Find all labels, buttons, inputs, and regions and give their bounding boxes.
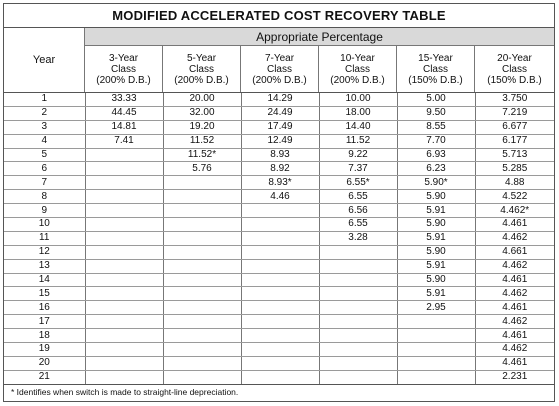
year-cell: 7 [4,176,85,190]
rate-cell: 12.49 [241,134,319,148]
rate-cell [85,148,163,162]
column-header-line: 5-Year [186,52,217,64]
rate-cell [85,162,163,176]
rate-cell [85,231,163,245]
column-header-line: 10-Year [340,52,375,64]
rate-cell [319,370,397,384]
year-cell: 11 [4,231,85,245]
rate-cell: 4.462* [475,204,554,218]
rate-cell [163,356,241,370]
year-cell: 12 [4,245,85,259]
table-row [4,273,554,287]
rate-cell [241,370,319,384]
depreciation-rates-table [4,93,554,385]
rate-cell [163,343,241,357]
rate-cell [163,273,241,287]
rate-cell [319,343,397,357]
year-column-header: Year [4,28,85,92]
year-cell: 3 [4,120,85,134]
table-row [4,315,554,329]
column-header-line: Class [188,63,214,75]
column-header-line: 3-Year [108,52,139,64]
rate-cell: 8.55 [397,120,475,134]
rate-cell: 5.91 [397,287,475,301]
rate-cell [85,343,163,357]
rate-cell [319,301,397,315]
footnote: * Identifies when switch is made to straight-line depreciation. [11,387,239,397]
rate-cell: 4.462 [475,315,554,329]
column-header-line: (150% D.B.) [408,74,463,86]
table-row [4,343,554,357]
rate-cell: 4.88 [475,176,554,190]
year-cell: 2 [4,106,85,120]
rate-cell [85,176,163,190]
rate-cell: 32.00 [163,106,241,120]
year-cell: 4 [4,134,85,148]
rate-cell [163,315,241,329]
column-header-line: Class [501,63,527,75]
macrs-table-frame [3,3,555,402]
year-cell: 1 [4,93,85,106]
year-cell: 10 [4,218,85,232]
rate-cell: 5.76 [163,162,241,176]
table-row [4,245,554,259]
rate-cell [241,231,319,245]
rate-cell [163,204,241,218]
rate-cell [241,329,319,343]
rate-cell: 4.461 [475,356,554,370]
rate-cell: 5.91 [397,204,475,218]
column-header-line: 7-Year [264,52,295,64]
rate-cell [397,356,475,370]
column-header-line: (150% D.B.) [487,74,542,86]
year-cell: 5 [4,148,85,162]
rate-cell: 3.750 [475,93,554,106]
rate-cell [241,218,319,232]
rate-cell: 8.93 [241,148,319,162]
rate-cell [163,190,241,204]
column-header-10-year [319,46,397,92]
class-column-headers [85,46,554,92]
rate-cell: 5.90* [397,176,475,190]
rate-cell: 4.461 [475,329,554,343]
table-row [4,356,554,370]
table-title: MODIFIED ACCELERATED COST RECOVERY TABLE [112,8,446,23]
rate-cell: 7.219 [475,106,554,120]
rate-cell [319,356,397,370]
rate-cell: 6.55* [319,176,397,190]
table-row [4,301,554,315]
rate-cell [397,329,475,343]
rate-cell [319,315,397,329]
rate-cell: 6.56 [319,204,397,218]
rate-cell: 14.81 [85,120,163,134]
year-cell: 9 [4,204,85,218]
rate-cell [85,287,163,301]
year-cell: 8 [4,190,85,204]
table-row [4,148,554,162]
rate-cell [85,273,163,287]
appropriate-percentage-band: Appropriate Percentage [85,28,554,46]
table-row [4,176,554,190]
column-header-line: (200% D.B.) [96,74,151,86]
table-body [4,93,554,384]
rate-cell: 6.677 [475,120,554,134]
rate-cell [163,370,241,384]
rate-cell: 5.00 [397,93,475,106]
rate-cell: 11.52 [163,134,241,148]
rate-cell: 24.49 [241,106,319,120]
rate-cell [319,259,397,273]
column-header-line: 15-Year [418,52,453,64]
rate-cell [319,245,397,259]
rate-cell: 5.91 [397,259,475,273]
rate-cell [241,356,319,370]
rate-cell: 11.52 [319,134,397,148]
table-row [4,93,554,106]
rate-cell [85,301,163,315]
rate-cell: 17.49 [241,120,319,134]
table-row [4,329,554,343]
year-cell: 17 [4,315,85,329]
column-header-line: 20-Year [497,52,532,64]
column-header-20-year [475,46,554,92]
rate-cell [85,315,163,329]
column-header-line: Class [344,63,370,75]
rate-cell: 4.461 [475,273,554,287]
column-header-line: Class [422,63,448,75]
rate-cell [241,273,319,287]
rate-cell: 11.52* [163,148,241,162]
rate-cell [163,218,241,232]
rate-cell: 4.461 [475,218,554,232]
column-header-line: (200% D.B.) [174,74,229,86]
rate-cell [163,287,241,301]
rate-cell [85,190,163,204]
column-header-line: Class [266,63,292,75]
year-cell: 20 [4,356,85,370]
table-row [4,162,554,176]
rate-cell: 20.00 [163,93,241,106]
rate-cell [241,301,319,315]
table-row [4,370,554,384]
table-row [4,287,554,301]
rate-cell [241,315,319,329]
rate-cell [319,287,397,301]
year-cell: 14 [4,273,85,287]
rate-cell: 44.45 [85,106,163,120]
rate-cell: 9.22 [319,148,397,162]
rate-cell: 33.33 [85,93,163,106]
rate-cell [163,259,241,273]
rate-cell [85,218,163,232]
table-row [4,120,554,134]
rate-cell: 6.93 [397,148,475,162]
rate-cell: 18.00 [319,106,397,120]
rate-cell: 4.462 [475,231,554,245]
rate-cell: 4.462 [475,287,554,301]
rate-cell: 7.37 [319,162,397,176]
rate-cell: 4.462 [475,259,554,273]
rate-cell: 8.93* [241,176,319,190]
rate-cell: 9.50 [397,106,475,120]
rate-cell [85,356,163,370]
year-cell: 6 [4,162,85,176]
rate-cell: 5.91 [397,231,475,245]
rate-cell: 2.231 [475,370,554,384]
year-cell: 15 [4,287,85,301]
rate-cell: 8.92 [241,162,319,176]
rate-cell [85,329,163,343]
rate-cell: 6.55 [319,218,397,232]
rate-cell [319,329,397,343]
rate-cell: 7.41 [85,134,163,148]
rate-cell: 4.522 [475,190,554,204]
rate-cell [163,301,241,315]
rate-cell: 5.285 [475,162,554,176]
column-header-15-year [397,46,475,92]
rate-cell [85,259,163,273]
rate-cell: 5.713 [475,148,554,162]
column-header-line: (200% D.B.) [330,74,385,86]
column-header-7-year [241,46,319,92]
rate-cell: 4.461 [475,301,554,315]
rate-cell: 4.46 [241,190,319,204]
rate-cell [163,176,241,190]
rate-cell: 10.00 [319,93,397,106]
rate-cell: 4.661 [475,245,554,259]
table-row [4,134,554,148]
rate-cell [85,245,163,259]
column-header-5-year [163,46,241,92]
rate-cell [241,259,319,273]
rate-cell [241,204,319,218]
rate-cell: 6.23 [397,162,475,176]
rate-cell [85,204,163,218]
rate-cell [163,329,241,343]
column-header-3-year [85,46,163,92]
year-cell: 13 [4,259,85,273]
rate-cell: 6.55 [319,190,397,204]
table-row [4,204,554,218]
rate-cell: 6.177 [475,134,554,148]
rate-cell: 19.20 [163,120,241,134]
year-cell: 18 [4,329,85,343]
rate-cell [163,231,241,245]
rate-cell [163,245,241,259]
rate-cell: 5.90 [397,245,475,259]
rate-cell [241,343,319,357]
column-header-line: Class [110,63,136,75]
rate-cell [397,370,475,384]
rate-cell: 5.90 [397,273,475,287]
table-row [4,106,554,120]
rate-cell [85,370,163,384]
table-row [4,231,554,245]
rate-cell: 14.29 [241,93,319,106]
year-cell: 16 [4,301,85,315]
rate-cell [397,343,475,357]
rate-cell [241,245,319,259]
rate-cell: 3.28 [319,231,397,245]
rate-cell: 7.70 [397,134,475,148]
rate-cell [319,273,397,287]
rate-cell [397,315,475,329]
rate-cell: 2.95 [397,301,475,315]
rate-cell [241,287,319,301]
table-row [4,259,554,273]
year-cell: 21 [4,370,85,384]
rate-cell: 14.40 [319,120,397,134]
rate-cell: 5.90 [397,190,475,204]
table-row [4,218,554,232]
rate-cell: 5.90 [397,218,475,232]
table-row [4,190,554,204]
year-cell: 19 [4,343,85,357]
rate-cell: 4.462 [475,343,554,357]
column-header-line: (200% D.B.) [252,74,307,86]
